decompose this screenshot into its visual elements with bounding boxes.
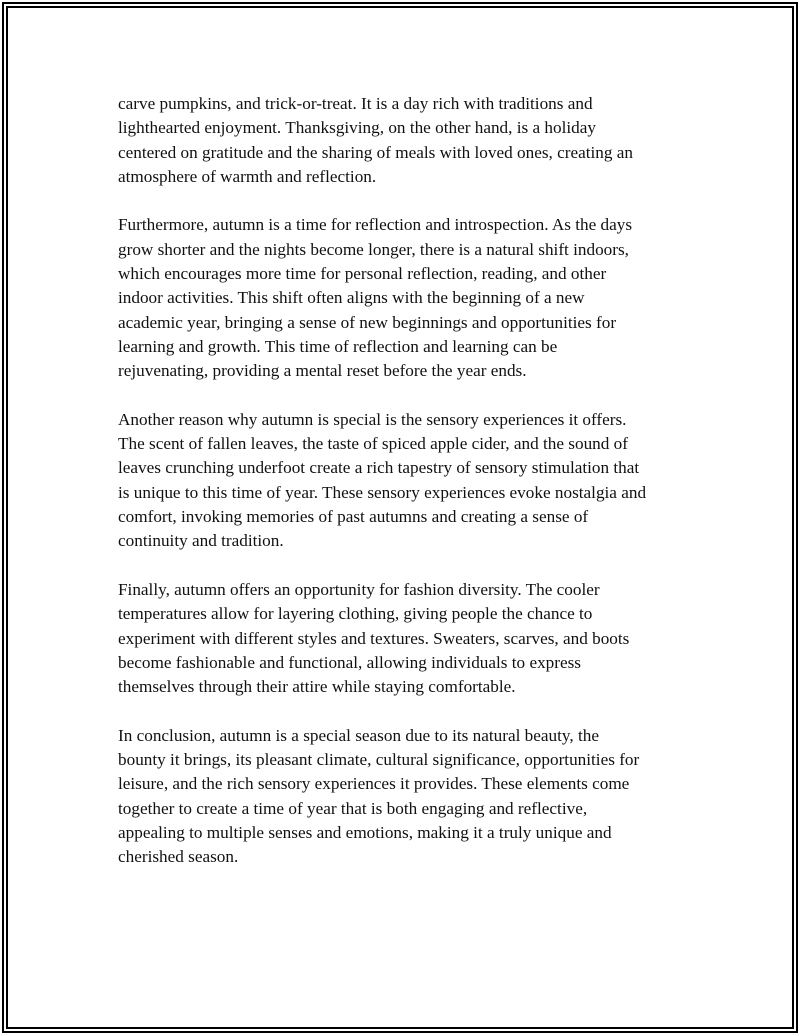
paragraph-sensory-experiences: Another reason why autumn is special is the sensory experiences it offers. The scent of fallen leaves, the taste of spiced apple cider, and the sound of leaves crunching underfoot create a rich tapestry of sensory stimulation that is unique to this time of year. These sensory experiences evoke nostalgia and comfort, invoking memories of past autumns and creating a sense of continuity and tradition. <box>118 409 647 551</box>
paragraph-reflection: Furthermore, autumn is a time for reflection and introspection. As the days grow shorter and the nights become longer, there is a natural shift indoors, which encourages more time for personal reflection, reading, and other indoor activities. This shift often aligns with the beginning of a new academic year, bringing a sense of new beginnings and opportunities for learning and growth. This time of reflection and learning can be rejuvenating, providing a mental reset before the year ends. <box>118 215 633 381</box>
paragraph-halloween-thanksgiving: carve pumpkins, and trick-or-treat. It is a day rich with traditions and lighthearted enjoyment. Thanksgiving, on the other hand, is a holiday centered on gratitude and the sharing of meals with loved ones, creating an atmosphere of warmth and reflection. <box>118 94 633 186</box>
paragraph-conclusion: In conclusion, autumn is a special season due to its natural beauty, the bounty it brings, its pleasant climate, cultural significance, opportunities for leisure, and the rich sensory experiences it provides. These elements come together to create a time of year that is both engaging and reflective, appealing to multiple senses and emotions, making it a truly unique and cherished season. <box>118 725 640 867</box>
document-body <box>118 92 692 894</box>
paragraph-fashion-diversity: Finally, autumn offers an opportunity for fashion diversity. The cooler temperatures allow for layering clothing, giving people the chance to experiment with different styles and textures. Sweaters, scarves, and boots become fashionable and functional, allowing individuals to express themselves through their attire while staying comfortable. <box>118 579 630 697</box>
